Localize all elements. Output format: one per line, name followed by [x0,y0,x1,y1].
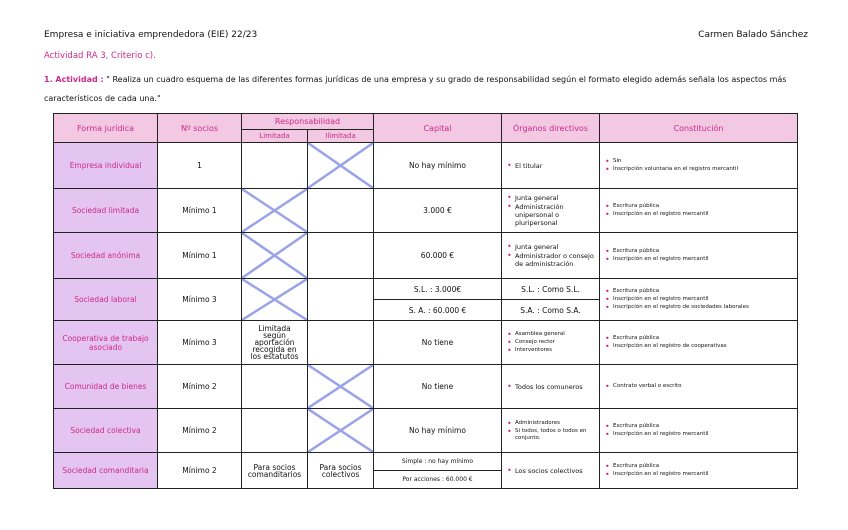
cross-icon [242,233,307,278]
cross-icon [308,409,373,452]
organos-cell [502,143,600,189]
list-item: • Administradores [515,420,595,427]
forma-cell: Sociedad colectiva [54,409,158,453]
constitucion-cell [600,453,798,489]
header-forma: Forma jurídica [54,114,158,143]
organos-cell [502,453,600,489]
organos-cell [502,233,600,279]
list-item: • Interventores [515,347,595,354]
list-item: • Consejo rector [515,339,595,346]
limitada-cell [242,409,308,453]
table-row [54,453,798,471]
list-item: • Administración unipersonal o pluripersonal [515,203,595,227]
cross-icon [308,143,373,188]
organos-cell: S.L. : Como S.L. [502,279,600,300]
ilimitada-cell [308,189,374,233]
activity-prompt [44,70,804,108]
list-item: • Contrato verbal o escrito [613,383,793,390]
author-name: Carmen Balado Sánchez [698,30,808,40]
header-capital: Capital [374,114,502,143]
header-organos: Órganos directivos [502,114,600,143]
ilimitada-cell: Para socios colectivos [308,453,374,489]
capital-cell: S. A. : 60.000 € [374,300,502,321]
limitada-cross [242,233,308,279]
organos-cell [502,409,600,453]
ilimitada-cross [308,409,374,453]
cross-icon [242,189,307,232]
socios-cell: Mínimo 3 [158,321,242,365]
activity-label: Actividad RA 3, Criterio c). [44,51,156,61]
capital-cell: 60.000 € [374,233,502,279]
list-item: • Inscripción en el registro mercantil [613,471,793,478]
table-row [54,279,798,300]
list-item: • Inscripción voluntaria en el registro mercantil [613,166,793,173]
capital-cell: No tiene [374,365,502,409]
constitucion-cell [600,409,798,453]
capital-cell: Simple : no hay mínimo [374,453,502,471]
table-row [54,365,798,409]
constitucion-cell [600,365,798,409]
limitada-cell [242,365,308,409]
list-item: • Asamblea general [515,331,595,338]
list-item: • Junta general [515,194,595,202]
limitada-cell [242,143,308,189]
forma-cell: Sociedad laboral [54,279,158,321]
limitada-cell: Para socios comanditarios [242,453,308,489]
prompt-text: " Realiza un cuadro esquema de las diferentes formas jurídicas de una empresa y su grado de responsabilidad según el formato elegido además señala los aspectos más característicos de cada una." [44,75,787,103]
forma-cell: Sociedad comanditaria [54,453,158,489]
list-item: • Sin [613,158,793,165]
organos-cell [502,365,600,409]
list-item: • Inscripción en el registro mercantil [613,296,793,303]
header-socios: Nº socios [158,114,242,143]
organos-cell [502,189,600,233]
socios-cell: Mínimo 2 [158,409,242,453]
ilimitada-cell [308,279,374,321]
socios-cell: Mínimo 1 [158,189,242,233]
ilimitada-cell [308,233,374,279]
socios-cell: Mínimo 1 [158,233,242,279]
list-item: • Escritura pública [613,248,793,255]
organos-cell [502,321,600,365]
header-ilimitada: Ilimitada [308,129,374,142]
list-item: • Junta general [515,243,595,251]
list-item: • Inscripción en el registro de cooperativas [613,343,793,350]
forma-cell: Sociedad limitada [54,189,158,233]
constitucion-cell [600,321,798,365]
ilimitada-cross [308,365,374,409]
cross-icon [308,365,373,408]
capital-cell: Por acciones : 60.000 € [374,471,502,489]
capital-cell: No tiene [374,321,502,365]
list-item: • Escritura pública [613,335,793,342]
ilimitada-cross [308,143,374,189]
organos-cell: S.A. : Como S.A. [502,300,600,321]
table-row [54,189,798,233]
document-title: Empresa e iniciativa emprendedora (EIE) 22/23 [44,30,258,40]
ilimitada-cell [308,321,374,365]
list-item: • Inscripción en el registro mercantil [613,431,793,438]
capital-cell: No hay mínimo [374,409,502,453]
limitada-cross [242,189,308,233]
capital-cell: 3.000 € [374,189,502,233]
cross-icon [242,279,307,320]
list-item: • Escritura pública [613,423,793,430]
list-item: • Los socios colectivos [515,467,595,475]
table-row [54,321,798,365]
socios-cell: Mínimo 2 [158,453,242,489]
header-constitucion: Constitución [600,114,798,143]
prompt-number: 1. Actividad : [44,75,104,84]
capital-cell: No hay mínimo [374,143,502,189]
list-item: • Inscripción en el registro mercantil [613,256,793,263]
forma-cell: Empresa individual [54,143,158,189]
forma-cell: Sociedad anónima [54,233,158,279]
list-item: • Escritura pública [613,288,793,295]
list-item: • Inscripción en el registro mercantil [613,211,793,218]
constitucion-cell [600,143,798,189]
list-item: • El titular [515,162,595,170]
constitucion-cell [600,279,798,321]
list-item: • Administrador o consejo de administración [515,252,595,268]
forma-cell: Comunidad de bienes [54,365,158,409]
list-item: • Escritura pública [613,463,793,470]
table-row [54,143,798,189]
list-item: • Escritura pública [613,203,793,210]
list-item: • Inscripción en el registro de sociedades laborales [613,304,793,311]
socios-cell: Mínimo 3 [158,279,242,321]
constitucion-cell [600,233,798,279]
limitada-cell: Limitada según aportación recogida en los estatutos [242,321,308,365]
header-limitada: Limitada [242,129,308,142]
table-row [54,233,798,279]
constitucion-cell [600,189,798,233]
list-item: • Si todos, todos o todos en conjunto. [515,428,595,442]
header-responsabilidad: Responsabilidad [242,114,374,130]
forma-cell: Cooperativa de trabajo asociado [54,321,158,365]
limitada-cross [242,279,308,321]
socios-cell: Mínimo 2 [158,365,242,409]
capital-cell: S.L. : 3.000€ [374,279,502,300]
socios-cell: 1 [158,143,242,189]
table-row [54,409,798,453]
legal-forms-table [53,113,798,489]
list-item: • Todos los comuneros [515,383,595,391]
